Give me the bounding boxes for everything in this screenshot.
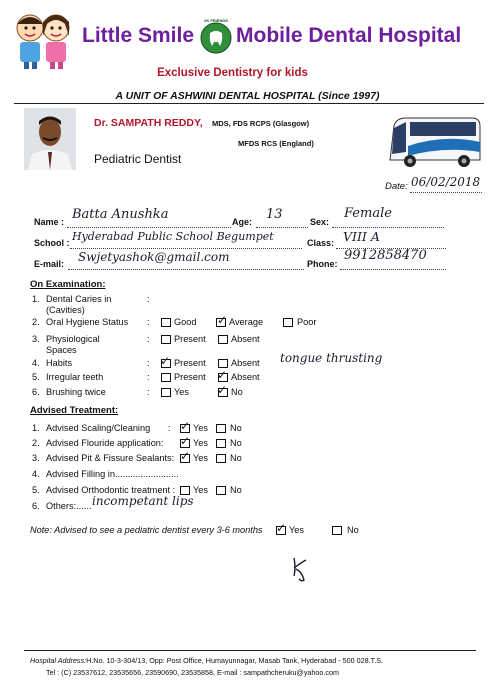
exam-4-absent-box[interactable]	[218, 359, 228, 368]
exam-4-present-tick: ✓	[160, 354, 171, 368]
name-label: Name :	[34, 217, 65, 227]
treat-3-no-box[interactable]	[216, 454, 226, 463]
header-rule	[14, 103, 484, 104]
footer-rule	[24, 650, 476, 651]
treat-3-label: Advised Pit & Fissure Sealants:	[46, 453, 175, 463]
sex-line	[332, 227, 444, 228]
treat-2-no-box[interactable]	[216, 439, 226, 448]
treat-6-num: 6.	[32, 501, 40, 511]
exam-6-label: Brushing twice	[46, 387, 106, 397]
school-value[interactable]: Hyderabad Public School Begumpet	[72, 230, 274, 243]
sex-label: Sex:	[310, 217, 330, 227]
title-part1: Little Smile	[82, 24, 195, 47]
advice-note: Note: Advised to see a pediatric dentist every 3-6 months	[30, 525, 263, 535]
exam-5-absent-tick: ✓	[217, 368, 228, 382]
exam-6-no-tick: ✓	[217, 383, 228, 397]
exam-2-average-tick: ✓	[217, 313, 228, 327]
treat-1-label: Advised Scaling/Cleaning	[46, 423, 151, 433]
exam-4-label: Habits	[46, 358, 73, 368]
note-no-box[interactable]	[332, 526, 342, 535]
footer-address-text: H.No. 10-3-304/13, Opp: Post Office, Humayunnagar, Masab Tank, Hyderabad - 500 028.T.S.	[86, 656, 384, 665]
sex-value[interactable]: Female	[344, 206, 392, 221]
exam-3-label2: Spaces	[46, 345, 77, 355]
exam-5-label: Irregular teeth	[46, 372, 104, 382]
doctor-name: Dr. SAMPATH REDDY,	[94, 117, 203, 129]
tooth-badge-logo	[200, 22, 232, 54]
exam-4-colon: :	[147, 358, 150, 368]
phone-value[interactable]: 9912858470	[344, 248, 427, 263]
exam-1-label: Dental Caries in	[46, 294, 112, 304]
exam-1-colon: :	[147, 294, 150, 304]
doctor-quals-1: MDS, FDS RCPS (Glasgow)	[212, 119, 310, 128]
treat-5-no-box[interactable]	[216, 486, 226, 495]
title-part2: Mobile Dental Hospital	[236, 24, 462, 47]
exam-3-num: 3.	[32, 334, 40, 344]
footer-address	[30, 656, 383, 665]
date-value[interactable]: 06/02/2018	[411, 175, 481, 189]
exam-5-num: 5.	[32, 372, 40, 382]
name-line	[67, 227, 231, 228]
treat-1-no-box[interactable]	[216, 424, 226, 433]
exam-2-poor-box[interactable]	[283, 318, 293, 327]
kids-logo	[8, 6, 80, 70]
age-line	[256, 227, 308, 228]
mobile-bus-image	[384, 112, 484, 172]
date-underline	[410, 192, 482, 193]
exam-2-colon: :	[147, 317, 150, 327]
exam-4-present-label: Present	[174, 358, 206, 368]
treatment-heading: Advised Treatment:	[30, 405, 119, 416]
treat-3-yes-tick: ✓	[180, 449, 191, 463]
note-yes-tick: ✓	[276, 521, 287, 535]
date-label: Date:	[385, 181, 408, 192]
exam-4-note[interactable]: tongue thrusting	[280, 351, 383, 365]
treat-4-label: Advised Filling in.........................	[46, 469, 179, 479]
treat-5-yes-label: Yes	[193, 485, 208, 495]
exam-6-yes-box[interactable]	[161, 388, 171, 397]
school-line	[70, 248, 302, 249]
treat-2-yes-tick: ✓	[180, 434, 191, 448]
age-label: Age:	[232, 217, 252, 227]
treat-6-note[interactable]: incompetant lips	[92, 494, 194, 508]
exam-2-average-label: Average	[229, 317, 264, 327]
exam-2-num: 2.	[32, 317, 40, 327]
treat-5-label: Advised Orthodontic treatment :	[46, 485, 176, 495]
exam-4-num: 4.	[32, 358, 40, 368]
note-yes-label: Yes	[289, 525, 304, 535]
age-value[interactable]: 13	[266, 207, 283, 222]
exam-3-absent-box[interactable]	[218, 335, 228, 344]
exam-1-num: 1.	[32, 294, 40, 304]
unit-line: A UNIT OF ASHWINI DENTAL HOSPITAL (Since 1997)	[115, 90, 380, 102]
treat-3-yes-label: Yes	[193, 453, 208, 463]
exam-5-colon: :	[147, 372, 150, 382]
exam-2-poor-label: Poor	[297, 317, 317, 327]
doctor-title: Pediatric Dentist	[94, 152, 182, 166]
exam-3-label: Physiological	[46, 334, 100, 344]
class-value[interactable]: VIII A	[343, 229, 380, 244]
examination-heading: On Examination:	[30, 279, 106, 290]
treat-5-no-label: No	[230, 485, 242, 495]
treat-3-num: 3.	[32, 453, 40, 463]
exam-3-present-box[interactable]	[161, 335, 171, 344]
treat-1-yes-label: Yes	[193, 423, 208, 433]
exam-2-good-box[interactable]	[161, 318, 171, 327]
footer-contact: Tel : (C) 23537612, 23535656, 23590690, 23535858, E-mail : sampathcheruku@yahoo.com	[46, 668, 339, 677]
exam-2-label: Oral Hygiene Status	[46, 317, 129, 327]
treat-1-yes-tick: ✓	[180, 419, 191, 433]
signature	[290, 556, 312, 582]
phone-line	[340, 269, 446, 270]
exam-3-absent-label: Absent	[231, 334, 260, 344]
treat-4-num: 4.	[32, 469, 40, 479]
tooth-badge-text: 2K FRIENDS	[204, 18, 228, 23]
treat-5-num: 5.	[32, 485, 40, 495]
class-label: Class:	[307, 238, 335, 248]
phone-label: Phone:	[307, 259, 338, 269]
treat-2-label: Advised Flouride application:	[46, 438, 164, 448]
note-no-label: No	[347, 525, 359, 535]
exam-5-present-label: Present	[174, 372, 206, 382]
treat-3-no-label: No	[230, 453, 242, 463]
school-label: School :	[34, 238, 70, 248]
treat-2-num: 2.	[32, 438, 40, 448]
exam-6-no-label: No	[231, 387, 243, 397]
treat-2-no-label: No	[230, 438, 242, 448]
treat-6-label: Others:......	[46, 501, 92, 511]
doctor-photo	[24, 108, 76, 170]
treat-1-num: 1.	[32, 423, 40, 433]
exam-3-colon: :	[147, 334, 150, 344]
exam-5-absent-label: Absent	[231, 372, 260, 382]
footer-address-label: Hospital Address:	[30, 656, 87, 665]
email-line	[68, 269, 304, 270]
exam-4-absent-label: Absent	[231, 358, 260, 368]
email-label: E-mail:	[34, 259, 65, 269]
exam-6-yes-label: Yes	[174, 387, 189, 397]
exam-6-colon: :	[147, 387, 150, 397]
treat-1-no-label: No	[230, 423, 242, 433]
name-value[interactable]: Batta Anushka	[72, 207, 169, 222]
treat-2-yes-label: Yes	[193, 438, 208, 448]
exam-1-label2: (Cavities)	[46, 305, 85, 315]
doctor-quals-2: MFDS RCS (England)	[238, 139, 314, 148]
exam-6-num: 6.	[32, 387, 40, 397]
exam-2-good-label: Good	[174, 317, 197, 327]
exam-5-present-box[interactable]	[161, 373, 171, 382]
email-value[interactable]: Swjetyashok@gmail.com	[78, 250, 230, 264]
treat-1-colon: :	[168, 423, 171, 433]
tagline: Exclusive Dentistry for kids	[157, 67, 308, 79]
exam-3-present-label: Present	[174, 334, 206, 344]
